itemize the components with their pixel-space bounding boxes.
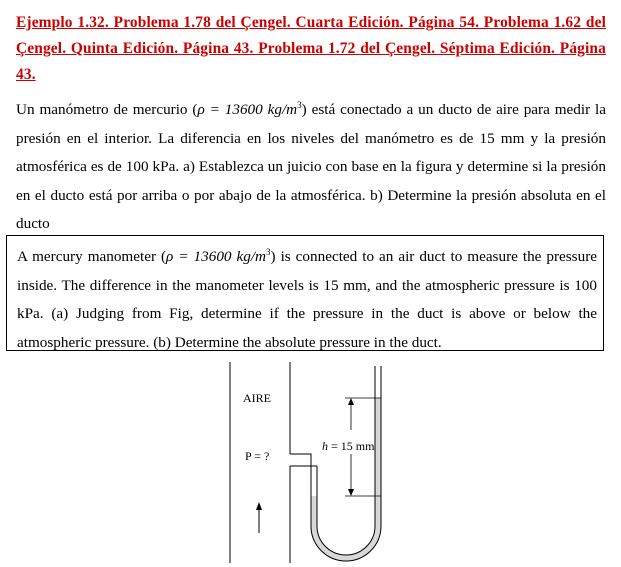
example-heading <box>16 10 606 88</box>
u-tube-inner-wall <box>290 366 375 555</box>
density-formula: ρ = 13600 kg/m <box>197 101 298 119</box>
english-statement-box <box>6 235 604 351</box>
mercury-fill <box>311 398 381 561</box>
density-formula: ρ = 13600 kg/m <box>166 248 267 266</box>
h-arrow-down-icon <box>348 489 354 496</box>
pressure-label: P = ? <box>245 449 270 463</box>
problem-statement-english: A mercury manometer (ρ = 13600 $kg/m^3$) is connected to an air duct to measure the pressure inside. The difference in the manometer levels is 15 mm, and the atmospheric pressure is 100 kPa. (a) Judging from Fig, determine if the pressure in the duct is above or below the atmospheric pressure. (b) Determine the absolute pressure in the duct. <box>17 247 597 351</box>
u-tube-outer-wall <box>290 366 381 561</box>
h-arrow-up-icon <box>348 398 354 405</box>
heading-line-1: Ejemplo 1.32. Problema 1.78 del Çengel. Cuarta Edición. Página 54. Problema 1.62 <box>16 14 582 31</box>
height-label: h = 15 mm <box>322 439 375 453</box>
flow-arrow-up-icon <box>256 502 262 510</box>
problem-statement-spanish: Un manómetro de mercurio (ρ = 13600 $kg/m^3$) está conectado a un ducto de aire para medir la presión en el interior. La diferencia en los niveles del manómetro es de 15 mm y la presión atmosférica es de 100 kPa. a) Establezca un juicio con base en la figura y determine si la presión en el ducto está por arriba o por abajo de la atmosférica. b) Determine la presión absoluta en el ducto <box>16 100 606 233</box>
heading-line-2: del Çengel. Quinta Edición. Página 43. Problema 1.72 del Çengel. Séptima Edición. <box>16 14 606 57</box>
air-label: AIRE <box>243 391 271 405</box>
heading-line-3: Página 43. <box>16 40 606 83</box>
manometer-figure <box>210 358 400 567</box>
